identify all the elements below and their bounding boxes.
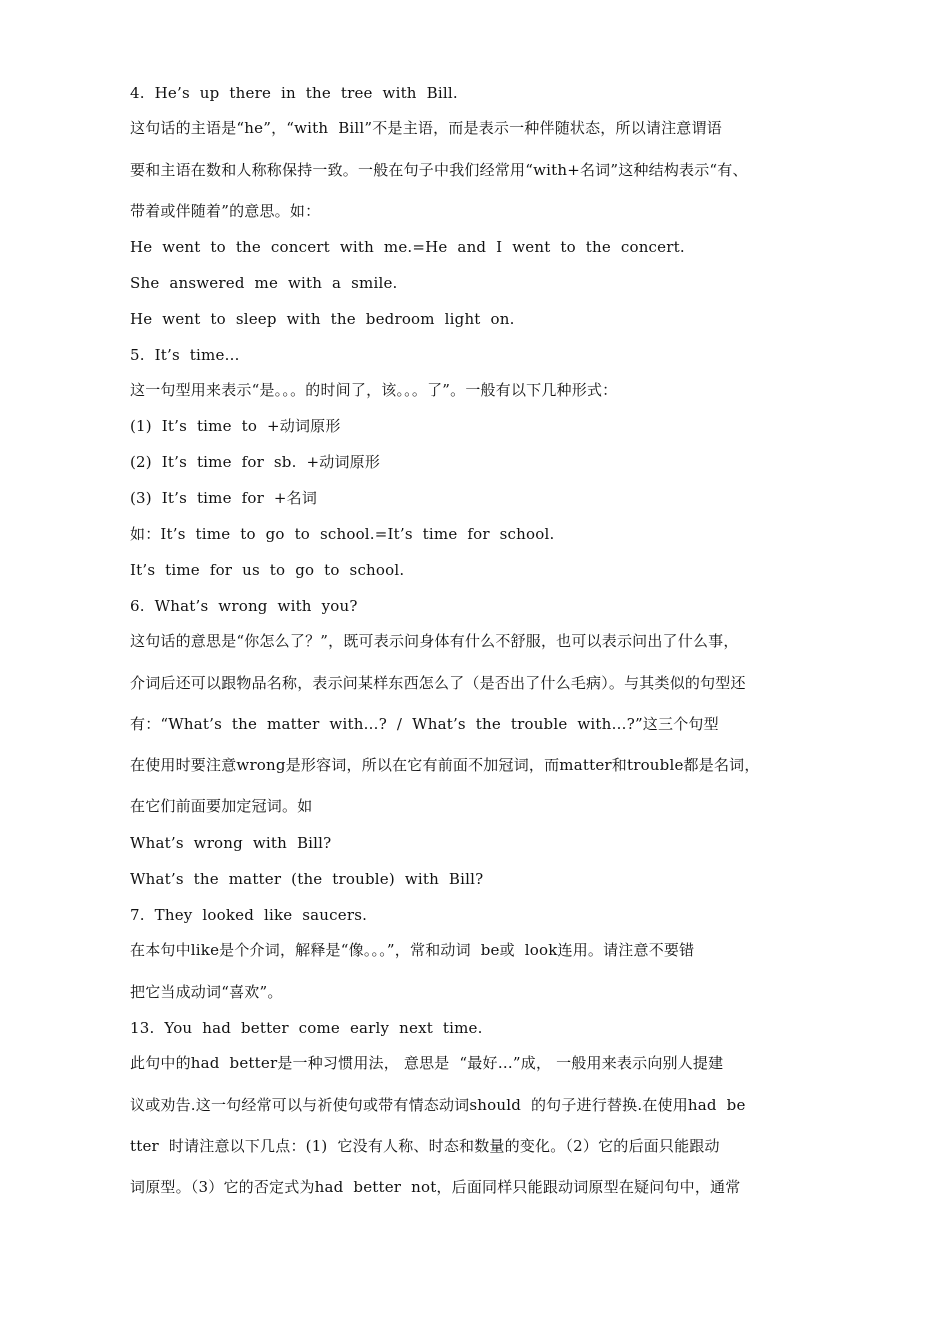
explanation-line: 词原型。（3）它的否定式为had better not，后面同样只能跟动词原型在疑问句中，通常 [130, 1178, 741, 1196]
explanation-line: tter 时请注意以下几点：(1) 它没有人称、时态和数量的变化。（2）它的后面只能跟动 [130, 1137, 720, 1155]
explanation-line: 这句话的主语是“he”，“with Bill”不是主语，而是表示一种伴随状态，所以请注意谓语 [130, 119, 722, 137]
heading-item-6: 6. What’s wrong with you? [130, 597, 358, 615]
pattern-line: (1) It’s time to +动词原形 [130, 417, 341, 435]
explanation-line: 这句话的意思是“你怎么了？”，既可表示问身体有什么不舒服，也可以表示问出了什么事， [130, 632, 739, 650]
pattern-line: (2) It’s time for sb. +动词原形 [130, 453, 381, 471]
example-sentence: 如：It’s time to go to school.=It’s time for school. [130, 525, 555, 543]
heading-item-5: 5. It’s time… [130, 346, 240, 364]
explanation-line: 带着或伴随着”的意思。如： [130, 202, 321, 220]
heading-item-7: 7. They looked like saucers. [130, 906, 368, 924]
explanation-line: 此句中的had better是一种习惯用法， 意思是 “最好…”成， 一般用来表示向别人提建 [130, 1054, 724, 1072]
explanation-line: 在它们前面要加定冠词。如 [130, 797, 313, 815]
explanation-line: 在本句中like是个介词，解释是“像。。。”，常和动词 be或 look连用。请注意不要错 [130, 941, 695, 959]
explanation-line: 介词后还可以跟物品名称，表示问某样东西怎么了（是否出了什么毛病）。与其类似的句型还 [130, 674, 746, 692]
explanation-line: 要和主语在数和人称称保持一致。一般在句子中我们经常用“with+名词”这种结构表示“有、 [130, 161, 748, 179]
explanation-line: 在使用时要注意wrong是形容词，所以在它有前面不加冠词，而matter和trouble都是名词， [130, 756, 760, 774]
explanation-line: 有：“What’s the matter with…? / What’s the trouble with…?”这三个句型 [130, 715, 719, 733]
example-sentence: What’s the matter (the trouble) with Bill? [130, 870, 484, 888]
example-sentence: He went to sleep with the bedroom light on. [130, 310, 515, 328]
example-sentence: He went to the concert with me.=He and I went to the concert. [130, 238, 685, 256]
heading-item-13: 13. You had better come early next time. [130, 1019, 483, 1037]
pattern-line: (3) It’s time for +名词 [130, 489, 318, 507]
example-sentence: What’s wrong with Bill? [130, 834, 332, 852]
explanation-line: 议或劝告.这一句经常可以与祈使句或带有情态动词should 的句子进行替换.在使用had be [130, 1096, 746, 1114]
example-sentence: She answered me with a smile. [130, 274, 398, 292]
example-sentence: It’s time for us to go to school. [130, 561, 405, 579]
heading-item-4: 4. He’s up there in the tree with Bill. [130, 84, 458, 102]
explanation-line: 这一句型用来表示“是。。。的时间了，该。。。了”。一般有以下几种形式： [130, 381, 618, 399]
explanation-line: 把它当成动词“喜欢”。 [130, 983, 283, 1001]
